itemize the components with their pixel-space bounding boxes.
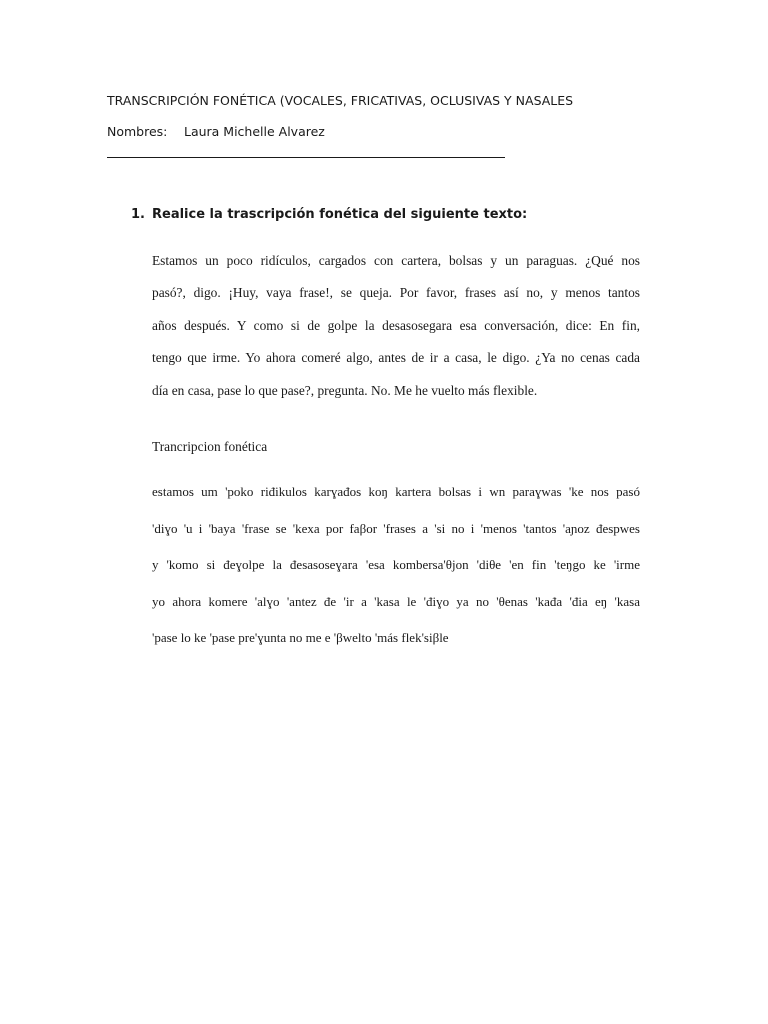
phonetic-transcription xyxy=(152,474,640,657)
paragraph-line: pasó?, digo. ¡Huy, vaya frase!, se queja. Por favor, frases así no, y menos tantos xyxy=(152,285,640,301)
question-number: 1. xyxy=(131,207,145,222)
source-paragraph xyxy=(152,245,640,407)
transcription-line: yo ahora komere 'alɣo 'antez đe 'ir a 'kasa le 'điɣo ya no 'θenas 'kađa 'đia eŋ 'kasa xyxy=(152,593,640,609)
transcription-line: 'pase lo ke 'pase pre'ɣunta no me e 'βwelto 'más flek'siβle xyxy=(152,630,449,645)
names-row xyxy=(107,124,325,139)
paragraph-line: tengo que irme. Yo ahora comeré algo, antes de ir a casa, le digo. ¿Ya no cenas cada xyxy=(152,350,640,366)
paragraph-line: Estamos un poco ridículos, cargados con cartera, bolsas y un paraguas. ¿Qué nos xyxy=(152,253,640,268)
names-value: Laura Michelle Alvarez xyxy=(183,124,325,139)
transcription-line: estamos um 'poko riđikulos karɣađos koŋ kartera bolsas i wn paraɣwas 'ke nos pasó xyxy=(152,484,640,499)
question-text: Realice la trascripción fonética del siguiente texto: xyxy=(152,207,528,222)
horizontal-divider xyxy=(107,157,505,158)
paragraph-line: años después. Y como si de golpe la desasosegara esa conversación, dice: En fin, xyxy=(152,317,640,333)
page-title: TRANSCRIPCIÓN FONÉTICA (VOCALES, FRICATIVAS, OCLUSIVAS Y NASALES xyxy=(107,93,574,108)
paragraph-line: día en casa, pase lo que pase?, pregunta. No. Me he vuelto más flexible. xyxy=(152,382,538,398)
transcription-line: y 'komo si đeɣolpe la đesasoseɣara 'esa kombersa'θjon 'diθe 'en fin 'teŋgo ke 'irme xyxy=(152,557,640,572)
names-label: Nombres: xyxy=(107,124,168,139)
transcription-heading: Trancripcion fonética xyxy=(152,439,268,454)
transcription-line: 'diɣo 'u i 'baya 'frase se 'kexa por faβor 'frases a 'si no i 'menos 'tantos 'aɲoz đespwes xyxy=(152,520,640,536)
